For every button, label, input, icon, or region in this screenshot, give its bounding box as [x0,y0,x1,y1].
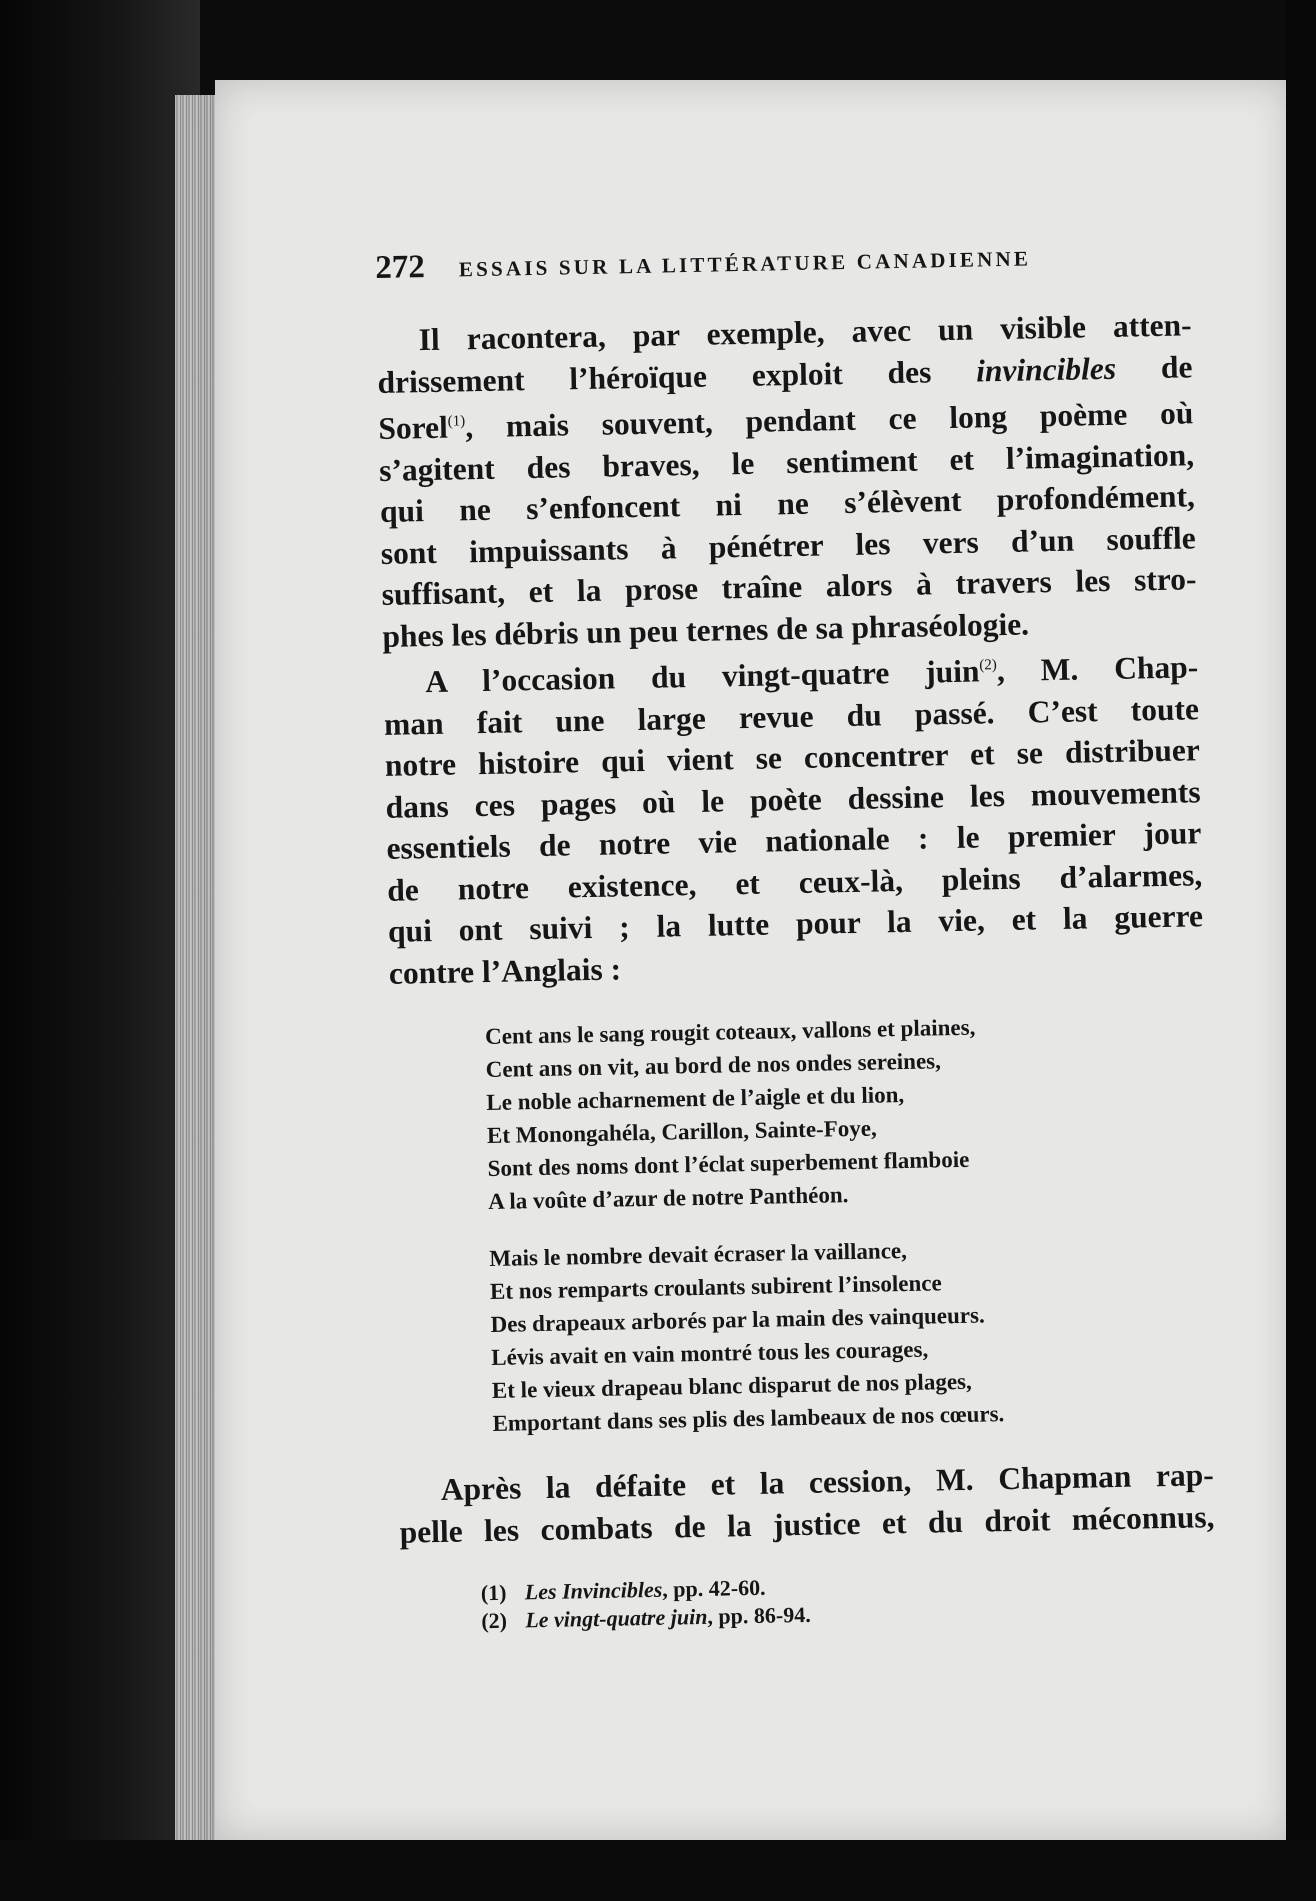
text-line: contre l’Anglais : [388,950,622,991]
poem-stanza-2 [489,1228,1213,1440]
text-segment: Sorel [378,409,449,446]
scan-background-right [1286,0,1316,1901]
poem-verse: Mais le nombre devait écraser la vaillance, [489,1237,908,1271]
text-segment: , mais souvent, pendant ce long poème où [464,395,1194,445]
text-line: qui ne s’enfoncent ni ne s’élèvent profondément, [379,478,1196,529]
poem-verse: Et Monongahéla, Carillon, Sainte-Foye, [486,1115,877,1149]
text-line: essentiels de notre vie nationale : le premier jour [386,815,1202,866]
poem-verse: Sont des noms dont l’éclat superbement flamboie [487,1146,970,1182]
text-line: s’agitent des braves, le sentiment et l’imagination, [378,436,1195,488]
text-line: dans ces pages où le poète dessine les mouvements [385,773,1201,825]
footnote-title: Les Invincibles [524,1576,663,1605]
italic-term: invincibles [975,350,1117,388]
text-line: Il racontera, par exemple, avec un visible atten- [418,307,1192,358]
footnote-ref-1: (1) [447,413,466,430]
poem-verse: Cent ans on vit, au bord de nos ondes sereines, [485,1048,942,1083]
scan-background-left [0,0,200,1901]
poem-verse: A la voûte d’azur de notre Panthéon. [488,1182,849,1214]
footnote-pages: , pp. 42-60. [662,1574,766,1602]
page-text [375,234,1216,1636]
footnote-number: (1) [480,1579,507,1606]
poem-verse: Des drapeaux arborés par la main des vainqueurs. [490,1302,985,1337]
poem-verse: Cent ans le sang rougit coteaux, vallons et plaines, [484,1014,976,1050]
poem-verse: Et le vieux drapeau blanc disparut de nos plages, [491,1368,972,1403]
paragraph-2 [383,641,1204,994]
poem-quotation [485,1006,1213,1440]
text-segment: de [1115,348,1193,386]
text-line: suffisant, et la prose traîne alors à travers les stro- [381,561,1197,612]
text-line: sont impuissants à pénétrer les vers d’un souffle [380,519,1197,571]
footnote-ref-2: (2) [979,657,997,674]
poem-verse: Emportant dans ses plis des lambeaux de nos cœurs. [492,1401,1005,1436]
text-segment: , M. Chap- [996,649,1199,689]
poem-stanza-1 [485,1006,1209,1218]
poem-verse: Et nos remparts croulants subirent l’insolence [489,1270,942,1304]
running-title: ESSAIS SUR LA LITTÉRATURE CANADIENNE [458,246,1032,282]
text-segment: A l’occasion du vingt-quatre juin [424,653,980,700]
text-line: pelle les combats de la justice et du droit méconnus, [399,1498,1215,1550]
text-line: qui ont suivi ; la lutte pour la vie, et la guerre [387,898,1204,949]
poem-verse: Lévis avait en vain montré tous les courages, [491,1336,929,1370]
paragraph-3 [398,1454,1214,1553]
text-line: Après la défaite et la cession, M. Chapman rap- [440,1457,1215,1507]
footnote-title: Le vingt-quatre juin [525,1603,708,1633]
text-line: phes les débris un peu ternes de sa phraséologie. [382,606,1030,654]
paragraph-1 [376,304,1197,657]
text-line: de notre existence, et ceux-là, pleins d’alarmes, [386,856,1203,908]
text-line: man fait une large revue du passé. C’est toute [383,690,1200,742]
scan-background-bottom [0,1840,1316,1901]
text-segment: drissement l’héroïque exploit des [377,352,977,400]
page-stack-edges [175,95,220,1845]
page-number: 272 [375,249,426,286]
poem-verse: Le noble acharnement de l’aigle et du lion, [486,1081,905,1116]
footnote-number: (2) [481,1607,508,1634]
text-line: notre histoire qui vient se concentrer et se distribuer [384,732,1201,783]
footnote-pages: , pp. 86-94. [707,1601,811,1629]
